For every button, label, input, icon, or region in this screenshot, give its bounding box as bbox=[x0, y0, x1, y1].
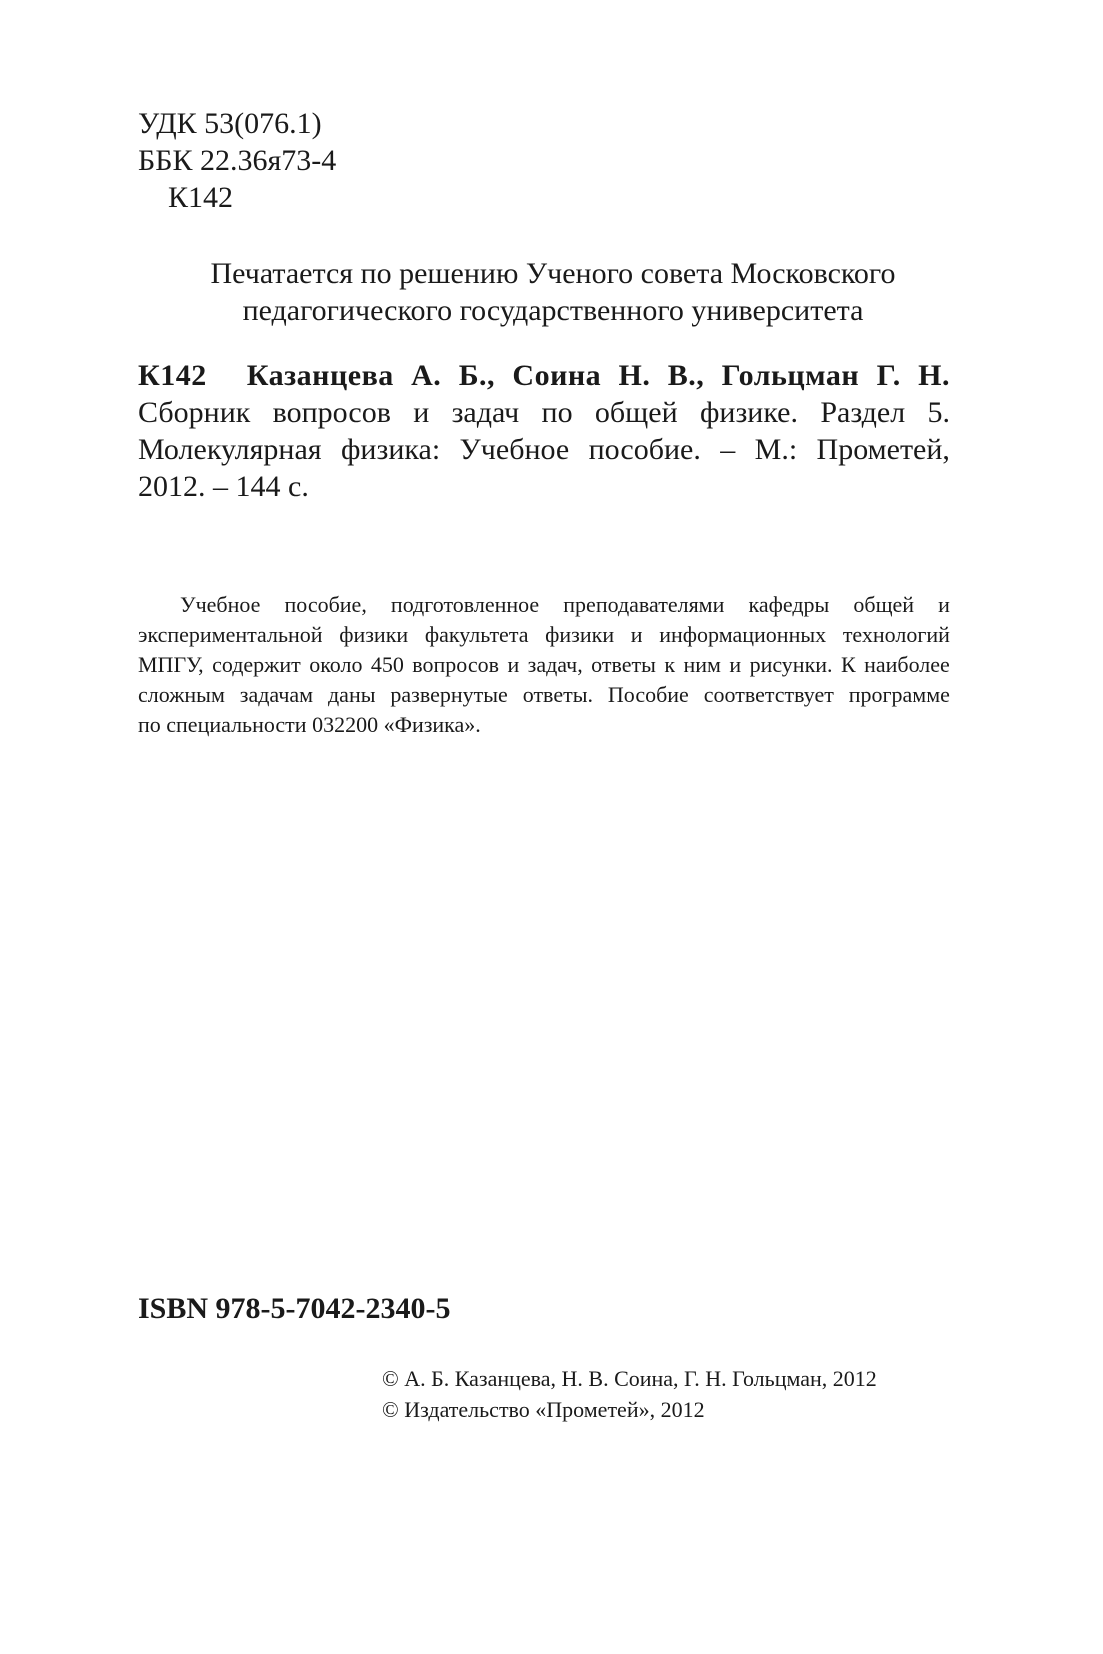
word: подготовленное bbox=[390, 592, 540, 617]
word: и bbox=[507, 652, 520, 677]
word: А. bbox=[411, 359, 442, 392]
word: – bbox=[720, 433, 736, 466]
word: по bbox=[541, 396, 573, 429]
word: общей bbox=[853, 592, 915, 617]
word: Б., bbox=[458, 359, 496, 392]
word: Учебное bbox=[180, 592, 261, 617]
word: Соина bbox=[512, 359, 602, 392]
word: факультета bbox=[424, 622, 529, 647]
word: Сборник bbox=[138, 396, 251, 429]
word: задач, bbox=[527, 652, 583, 677]
word: пособие, bbox=[284, 592, 367, 617]
word: Учебное bbox=[459, 433, 570, 466]
word: 450 bbox=[370, 652, 404, 677]
word: вопросов bbox=[272, 396, 391, 429]
copyright-notice bbox=[382, 1363, 877, 1425]
word: экспериментальной bbox=[138, 622, 323, 647]
word: информационных bbox=[659, 622, 827, 647]
word: Раздел bbox=[820, 396, 906, 429]
word: физики bbox=[339, 622, 409, 647]
word: пособие. bbox=[588, 433, 701, 466]
biblio-title-line-2 bbox=[138, 431, 950, 468]
word: Молекулярная bbox=[138, 433, 322, 466]
word: МПГУ, bbox=[138, 652, 204, 677]
bbk-code: ББК 22.36я73-4 bbox=[138, 144, 337, 177]
word: ответы. bbox=[522, 682, 593, 707]
word: ответы bbox=[591, 652, 656, 677]
biblio-title-line-1 bbox=[138, 394, 950, 431]
udk-code: УДК 53(076.1) bbox=[138, 107, 322, 140]
approval-line-1: Печатается по решению Ученого совета Московского bbox=[210, 257, 896, 290]
biblio-heading bbox=[138, 357, 950, 394]
word: около bbox=[309, 652, 363, 677]
word: программе bbox=[848, 682, 950, 707]
word: Гольцман bbox=[721, 359, 860, 392]
word: вопросов bbox=[412, 652, 500, 677]
biblio-author-mark: К142 bbox=[138, 359, 207, 392]
abstract-line-5: по специальности 032200 «Физика». bbox=[138, 712, 481, 737]
word: ним bbox=[683, 652, 721, 677]
isbn: ISBN 978-5-7042-2340-5 bbox=[138, 1292, 451, 1325]
word: наиболее bbox=[864, 652, 950, 677]
word: кафедры bbox=[748, 592, 830, 617]
word: сложным bbox=[138, 682, 225, 707]
word: Н. bbox=[918, 359, 950, 392]
word: даны bbox=[327, 682, 376, 707]
abstract-line-2 bbox=[138, 620, 950, 650]
word: и bbox=[938, 592, 950, 617]
word: технологий bbox=[842, 622, 950, 647]
abstract bbox=[138, 590, 950, 740]
abstract-line-3 bbox=[138, 650, 950, 680]
word: К bbox=[840, 652, 856, 677]
abstract-line-4 bbox=[138, 680, 950, 710]
word: Пособие bbox=[607, 682, 689, 707]
word: физика: bbox=[340, 433, 441, 466]
word: 5. bbox=[927, 396, 950, 429]
word: развернутые bbox=[390, 682, 508, 707]
publication-approval bbox=[138, 255, 968, 329]
word: рисунки. bbox=[749, 652, 833, 677]
word: преподавателями bbox=[563, 592, 725, 617]
word: М.: bbox=[754, 433, 798, 466]
abstract-line-1 bbox=[138, 590, 950, 620]
word: Г. bbox=[876, 359, 901, 392]
word: физике. bbox=[699, 396, 798, 429]
word: содержит bbox=[212, 652, 301, 677]
word: к bbox=[664, 652, 676, 677]
word: задачам bbox=[239, 682, 314, 707]
word: В., bbox=[667, 359, 705, 392]
word: задач bbox=[451, 396, 520, 429]
word: Казанцева bbox=[246, 359, 394, 392]
approval-line-2: педагогического государственного университета bbox=[242, 294, 864, 327]
word: соответствует bbox=[703, 682, 834, 707]
author-mark: К142 bbox=[168, 181, 234, 214]
copyright-authors: © А. Б. Казанцева, Н. В. Соина, Г. Н. Гольцман, 2012 bbox=[382, 1366, 877, 1391]
biblio-authors bbox=[247, 357, 950, 394]
word: физики bbox=[545, 622, 615, 647]
word: и bbox=[413, 396, 430, 429]
word: Прометей, bbox=[816, 433, 950, 466]
classification-codes bbox=[138, 105, 336, 216]
word: Н. bbox=[618, 359, 651, 392]
word: и bbox=[630, 622, 643, 647]
word: и bbox=[729, 652, 742, 677]
word: общей bbox=[594, 396, 678, 429]
copyright-publisher: © Издательство «Прометей», 2012 bbox=[382, 1397, 705, 1422]
bibliographic-entry bbox=[138, 357, 950, 505]
biblio-imprint: 2012. – 144 с. bbox=[138, 470, 309, 503]
